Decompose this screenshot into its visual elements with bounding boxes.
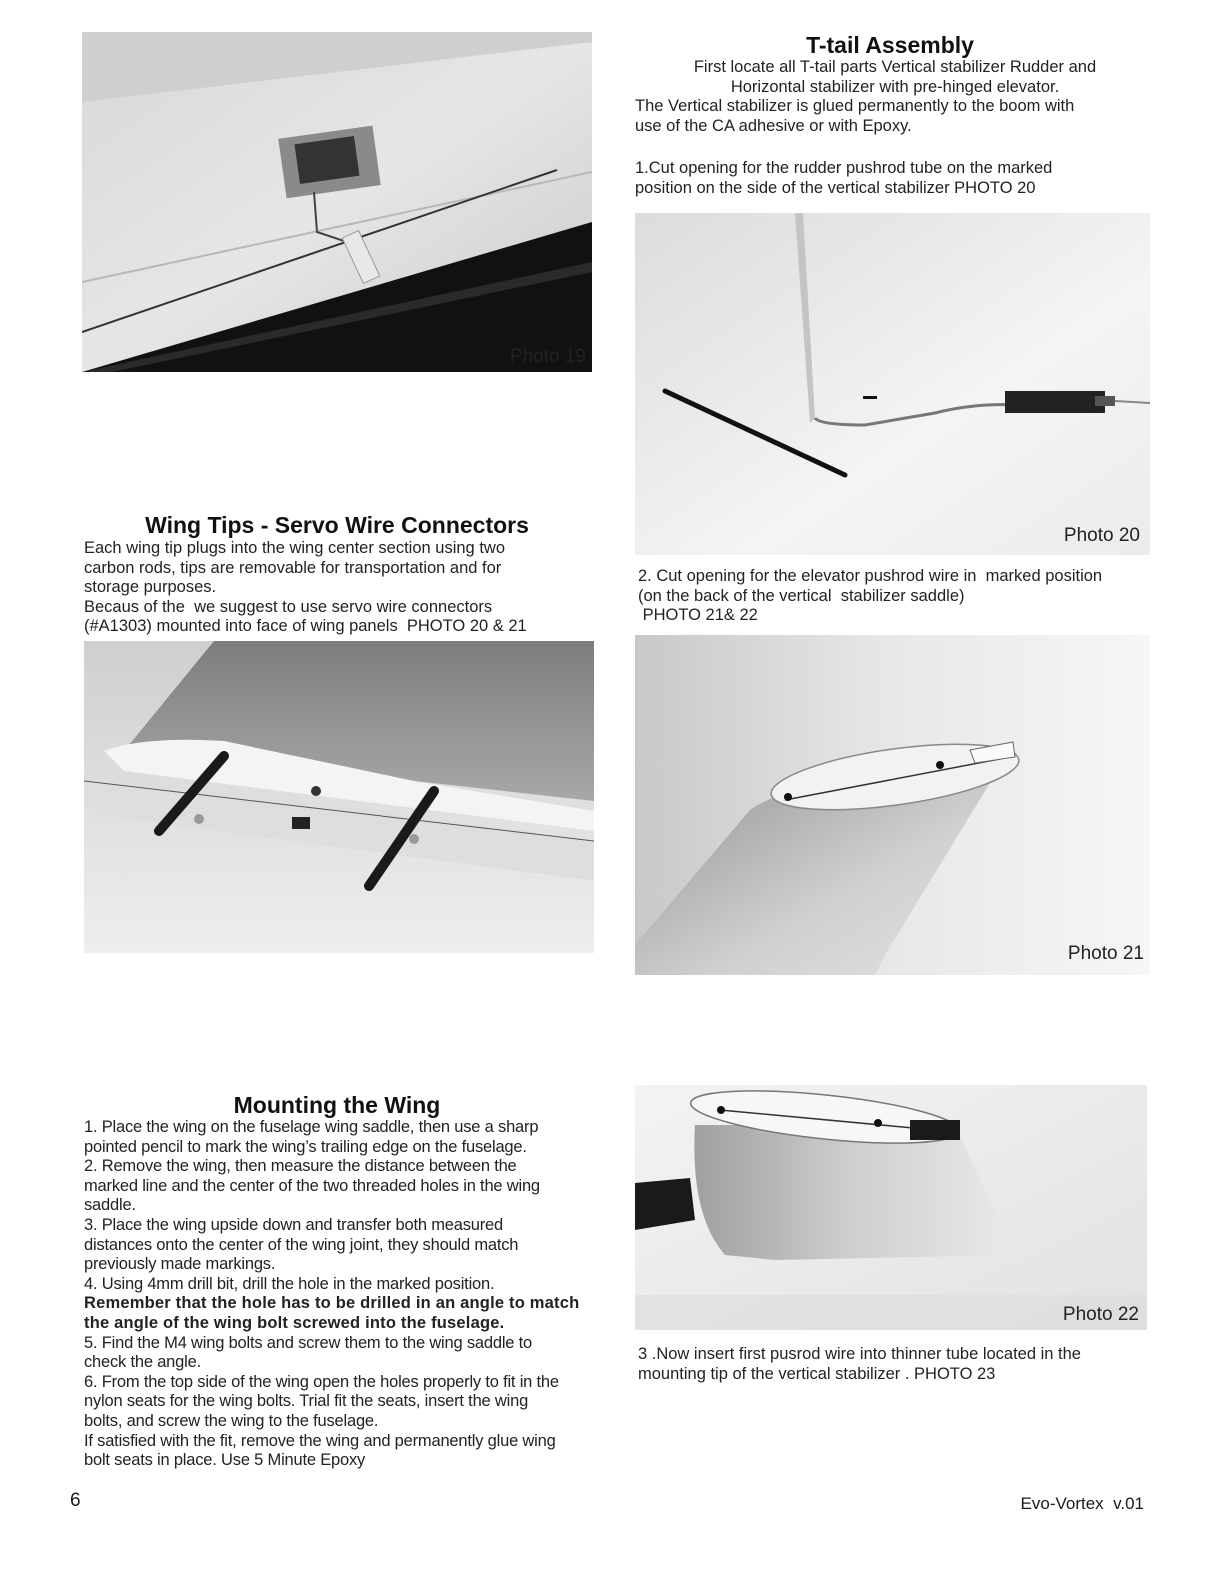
mounting-line: 2. Remove the wing, then measure the distance between the — [84, 1157, 517, 1176]
mounting-line: nylon seats for the wing bolts. Trial fit the seats, insert the wing — [84, 1392, 529, 1411]
mounting-line: 5. Find the M4 wing bolts and screw them to the wing saddle to — [84, 1333, 533, 1352]
mounting-line: bolts, and screw the wing to the fuselage. — [84, 1411, 379, 1430]
ttail-step1-line: position on the side of the vertical stabilizer PHOTO 20 — [635, 178, 1036, 197]
mounting-line: pointed pencil to mark the wing’s trailing edge on the fuselage. — [84, 1137, 527, 1156]
wingtips-text — [84, 539, 594, 637]
photo-19-caption: Photo 19 — [509, 346, 586, 367]
ttail-step1 — [635, 159, 1155, 198]
ttail-step3-line: 3 .Now insert first pusrod wire into thinner tube located in the — [638, 1345, 1081, 1363]
mounting-line: 1. Place the wing on the fuselage wing saddle, then use a sharp — [84, 1118, 539, 1136]
ttail-step2-line: (on the back of the vertical stabilizer saddle) — [638, 586, 965, 605]
ttail-title: T-tail Assembly — [806, 32, 974, 58]
ttail-intro-line: use of the CA adhesive or with Epoxy. — [635, 116, 912, 135]
wingtips-line: Becaus of the we suggest to use servo wire connectors — [84, 597, 493, 616]
photo-22-caption: Photo 22 — [1062, 1304, 1139, 1325]
wingtips-line: carbon rods, tips are removable for transportation and for — [84, 558, 502, 577]
mounting-line: previously made markings. — [84, 1255, 276, 1274]
mounting-title: Mounting the Wing — [233, 1092, 441, 1118]
mounting-text — [84, 1118, 596, 1471]
ttail-intro-line: First locate all T-tail parts Vertical stabilizer Rudder and — [693, 58, 1097, 76]
wingtips-title: Wing Tips - Servo Wire Connectors — [145, 512, 529, 538]
mounting-bold-line: Remember that the hole has to be drilled in an angle to match — [84, 1294, 580, 1313]
wingtips-line: Each wing tip plugs into the wing center section using two — [84, 539, 505, 557]
ttail-step2-line: PHOTO 21& 22 — [638, 606, 758, 625]
ttail-intro-line: The Vertical stabilizer is glued permanently to the boom with — [635, 97, 1075, 116]
ttail-step3 — [638, 1345, 1158, 1384]
ttail-step3-line: mounting tip of the vertical stabilizer . PHOTO 23 — [638, 1364, 996, 1383]
ttail-intro-line: Horizontal stabilizer with pre-hinged elevator. — [730, 77, 1060, 96]
document-name: Evo-Vortex v.01 — [1020, 1494, 1144, 1513]
mounting-line: check the angle. — [84, 1353, 201, 1372]
photo-22-image — [635, 1085, 1147, 1330]
wingtips-line: (#A1303) mounted into face of wing panels PHOTO 20 & 21 — [84, 617, 527, 636]
ttail-step1-line: 1.Cut opening for the rudder pushrod tube on the marked — [635, 159, 1053, 177]
ttail-step2 — [638, 567, 1168, 626]
page-number: 6 — [70, 1490, 81, 1511]
photo-21-caption: Photo 21 — [1067, 943, 1144, 964]
wing-tip-photo — [84, 641, 594, 953]
mounting-line: marked line and the center of the two threaded holes in the wing — [84, 1176, 540, 1195]
mounting-line: 6. From the top side of the wing open the holes properly to fit in the — [84, 1372, 559, 1391]
mounting-line: distances onto the center of the wing joint, they should match — [84, 1235, 519, 1254]
ttail-intro — [635, 58, 1155, 136]
ttail-step2-line: 2. Cut opening for the elevator pushrod wire in marked position — [638, 567, 1103, 585]
wingtips-line: storage purposes. — [84, 578, 217, 597]
photo-21-image — [635, 635, 1150, 975]
mounting-line: saddle. — [84, 1196, 136, 1215]
mounting-line: 3. Place the wing upside down and transfer both measured — [84, 1215, 503, 1234]
mounting-line: 4. Using 4mm drill bit, drill the hole in the marked position. — [84, 1274, 495, 1293]
mounting-bold-line: the angle of the wing bolt screwed into the fuselage. — [84, 1313, 505, 1332]
mounting-line: bolt seats in place. Use 5 Minute Epoxy — [84, 1451, 366, 1470]
photo-20-image — [635, 213, 1150, 555]
photo-19-image — [82, 32, 592, 372]
mounting-line: If satisfied with the fit, remove the wing and permanently glue wing — [84, 1431, 556, 1450]
photo-20-caption: Photo 20 — [1063, 525, 1140, 546]
